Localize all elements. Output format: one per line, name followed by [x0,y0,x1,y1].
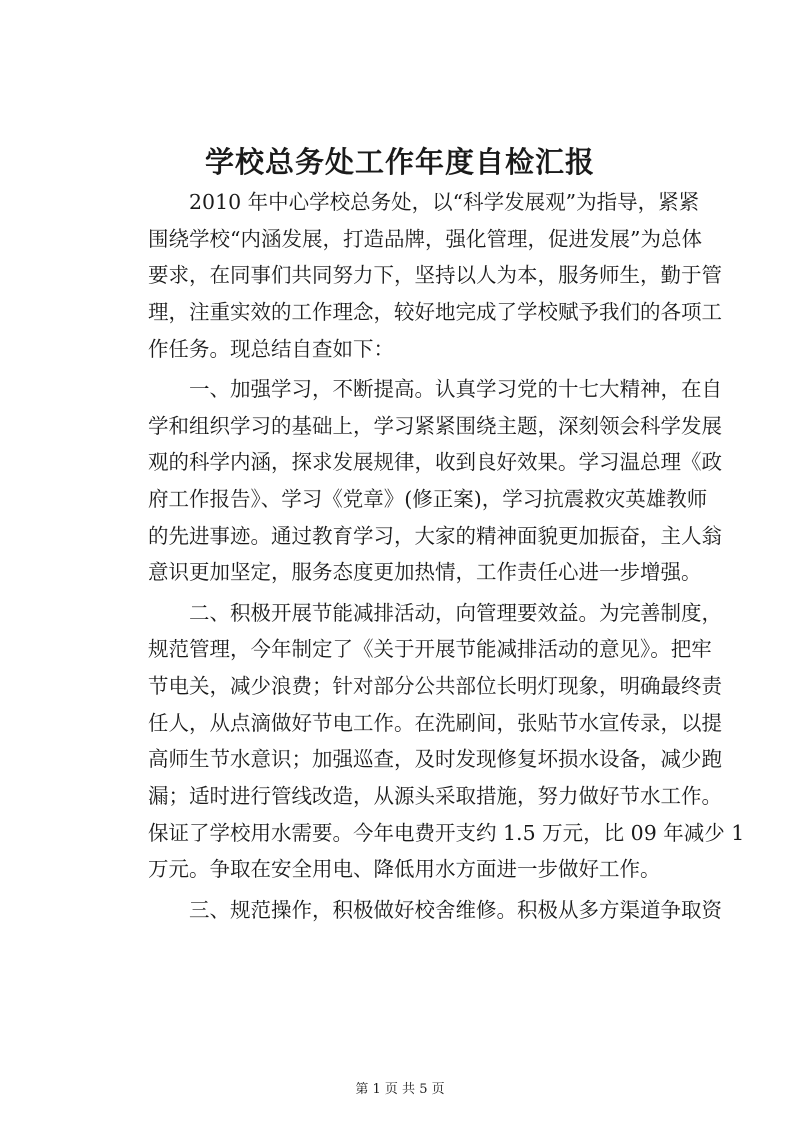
document-body [148,184,745,932]
text-line: 学和组织学习的基础上，学习紧紧围绕主题，深刻领会科学发展 [148,413,722,438]
text-line: 观的科学内涵，探求发展规律，收到良好效果。学习温总理《政 [148,450,722,475]
text-line: 保证了学校用水需要。今年电费开支约 1.5 万元，比 09 年减少 1 [148,820,745,845]
text-line: 府工作报告》、学习《党章》(修正案)，学习抗震救灾英雄教师 [148,487,708,511]
text-line: 漏；适时进行管线改造，从源头采取措施，努力做好节水工作。 [148,784,722,808]
text-line: 三、规范操作，积极做好校舍维修。积极从多方渠道争取资 [189,897,722,922]
text-line: 规范管理，今年制定了《关于开展节能减排活动的意见》。把牢 [148,637,712,662]
text-line: 作任务。现总结自查如下： [148,336,394,361]
text-line: 万元。争取在安全用电、降低用水方面进一步做好工作。 [148,857,661,882]
text-line: 一、加强学习，不断提高。认真学习党的十七大精神，在自 [189,376,722,401]
paragraph [148,371,722,591]
document-title: 学校总务处工作年度自检汇报 [204,145,595,179]
text-line: 高师生节水意识；加强巡查，及时发现修复坏损水设备，减少跑 [148,747,722,772]
text-line: 任人，从点滴做好节电工作。在洗刷间，张贴节水宣传录，以提 [148,710,722,735]
text-line: 节电关，减少浪费；针对部分公共部位长明灯现象，明确最终责 [148,673,722,698]
text-line: 围绕学校“内涵发展，打造品牌，强化管理，促进发展”为总体 [148,226,702,251]
text-line: 的先进事迹。通过教育学习，大家的精神面貌更加振奋，主人翁 [148,523,722,548]
page-footer: 第 1 页 共 5 页 [355,1082,445,1097]
text-line: 理，注重实效的工作理念，较好地完成了学校赋予我们的各项工 [148,300,722,325]
text-line: 意识更加坚定，服务态度更加热情，工作责任心进一步增强。 [148,560,702,585]
paragraph [148,892,722,929]
text-line: 2010 年中心学校总务处，以“科学发展观”为指导，紧紧 [189,190,700,214]
paragraph [148,184,722,367]
text-line: 要求，在同事们共同努力下，坚持以人为本，服务师生，勤于管 [148,263,722,288]
paragraph [148,595,745,889]
text-line: 二、积极开展节能减排活动，向管理要效益。为完善制度， [189,600,722,625]
